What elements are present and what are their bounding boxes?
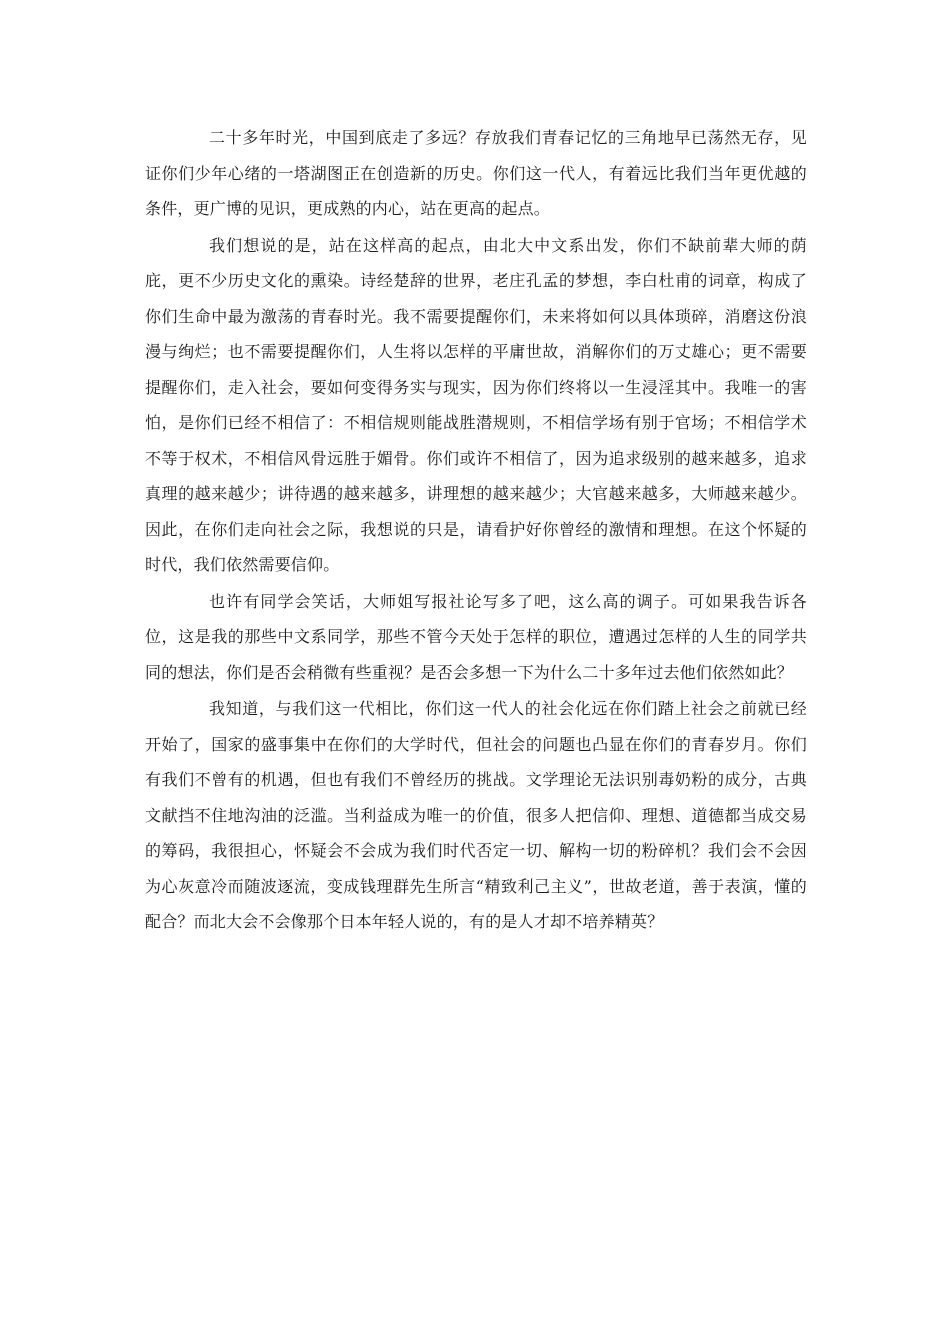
paragraph-3: 也许有同学会笑话，大师姐写报社论写多了吧，这么高的调子。可如果我告诉各位，这是我的那些中文系同学，那些不管今天处于怎样的职位，遭遇过怎样的人生的同学共同的想法，你们是否会稍微有些重视？是否会多想一下为什么二十多年过去他们依然如此？ [145,591,807,682]
paragraph-4: 我知道，与我们这一代相比，你们这一代人的社会化远在你们踏上社会之前就已经开始了，国家的盛事集中在你们的大学时代，但社会的问题也凸显在你们的青春岁月。你们有我们不曾有的机遇，但也有我们不曾经历的挑战。文学理论无法识别毒奶粉的成分，古典文献挡不住地沟油的泛滥。当利益成为唯一的价值，很多人把信仰、理想、道德都当成交易的筹码，我很担心，怀疑会不会成为我们时代否定一切、解构一切的粉碎机？我们会不会因为心灰意冷而随波逐流，变成钱理群先生所言“精致利己主义”，世故老道，善于表演，懂的配合？而北大会不会像那个日本年轻人说的，有的是人才却不培养精英？ [145,699,807,931]
paragraph-1: 二十多年时光，中国到底走了多远？存放我们青春记忆的三角地早已荡然无存，见证你们少年心绪的一塔湖图正在创造新的历史。你们这一代人，有着远比我们当年更优越的条件，更广博的见识，更成熟的内心，站在更高的起点。 [145,128,807,218]
document-body [145,120,807,940]
paragraph-2: 我们想说的是，站在这样高的起点，由北大中文系出发，你们不缺前辈大师的荫庇，更不少历史文化的熏染。诗经楚辞的世界，老庄孔孟的梦想，李白杜甫的词章，构成了你们生命中最为激荡的青春时光。我不需要提醒你们，未来将如何以具体琐碎，消磨这份浪漫与绚烂；也不需要提醒你们，人生将以怎样的平庸世故，消解你们的万丈雄心；更不需要提醒你们，走入社会，要如何变得务实与现实，因为你们终将以一生浸淫其中。我唯一的害怕，是你们已经不相信了：不相信规则能战胜潜规则，不相信学场有别于官场；不相信学术不等于权术，不相信风骨远胜于媚骨。你们或许不相信了，因为追求级别的越来越多，追求真理的越来越少；讲待遇的越来越多，讲理想的越来越少；大官越来越多，大师越来越少。因此，在你们走向社会之际，我想说的只是，请看护好你曾经的激情和理想。在这个怀疑的时代，我们依然需要信仰。 [145,235,807,574]
